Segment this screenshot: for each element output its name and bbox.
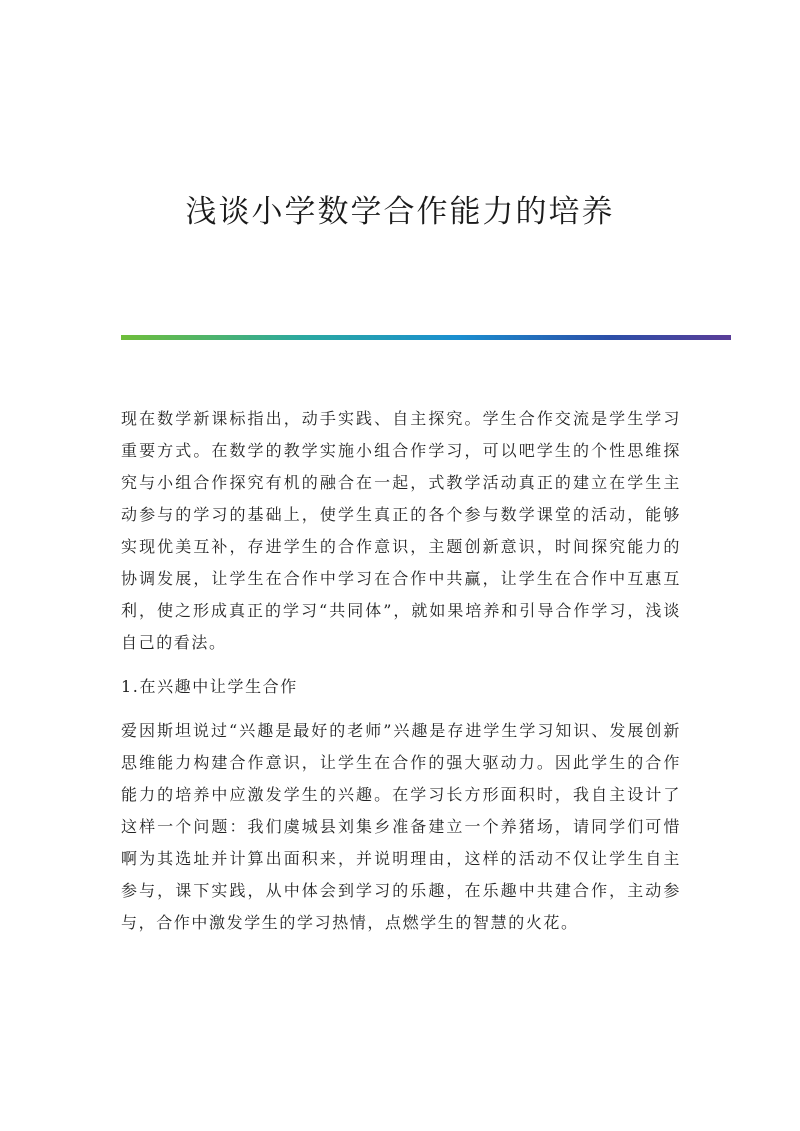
section-paragraph: 爱因斯坦说过“兴趣是最好的老师”兴趣是存进学生学习知识、发展创新思维能力构建合作意识，让学生在合作的强大驱动力。因此学生的合作能力的培养中应激发学生的兴趣。在学习长方形面积时，我自主设计了这样一个问题：我们虞城县刘集乡准备建立一个养猪场，请同学们可惜啊为其选址并计算出面积来，并说明理由，这样的活动不仅让学生自主参与，课下实践，从中体会到学习的乐趣，在乐趣中共建合作，主动参与，合作中激发学生的学习热情，点燃学生的智慧的火花。	[121, 721, 681, 932]
title-divider	[121, 335, 731, 340]
intro-paragraph: 现在数学新课标指出，动手实践、自主探究。学生合作交流是学生学习重要方式。在数学的教学实施小组合作学习，可以吧学生的个性思维探究与小组合作探究有机的融合在一起，式教学活动真正的建立在学生主动参与的学习的基础上，使学生真正的各个参与数学课堂的活动，能够实现优美互补，存进学生的合作意识，主题创新意识，时间探究能力的协调发展，让学生在合作中学习在合作中共赢，让学生在合作中互惠互利，使之形成真正的学习“共同体”，就如果培养和引导合作学习，浅谈自己的看法。	[121, 409, 681, 652]
document-body	[121, 403, 681, 951]
section-heading: 1.在兴趣中让学生合作	[121, 677, 298, 696]
document-title: 浅谈小学数学合作能力的培养	[185, 194, 615, 230]
